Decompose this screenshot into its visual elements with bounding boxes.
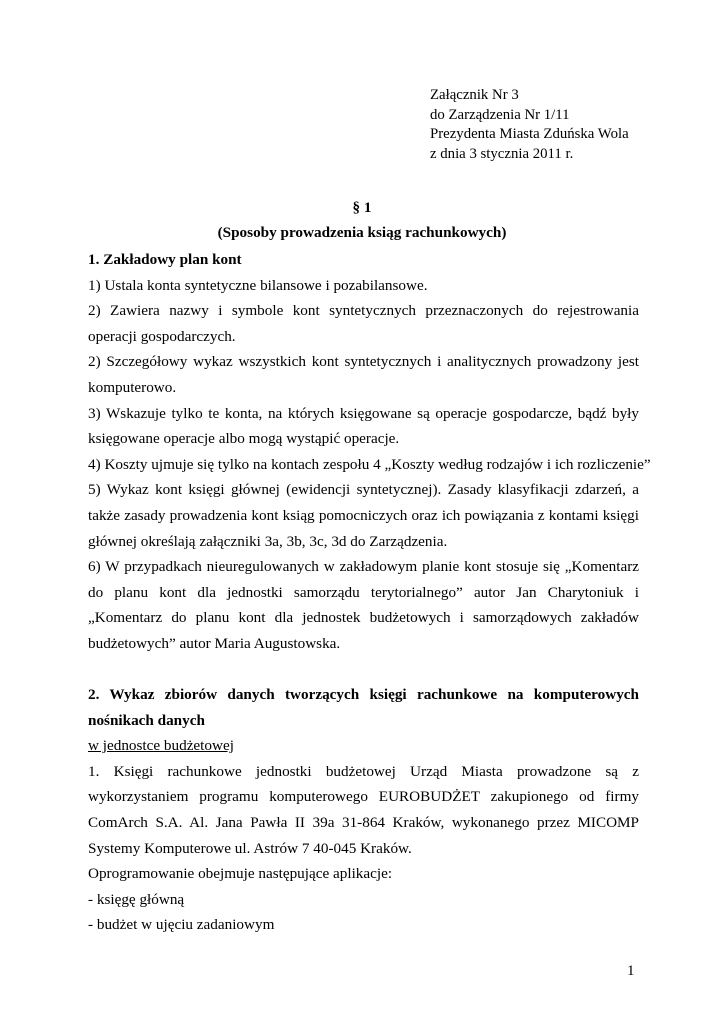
software-intro: Oprogramowanie obejmuje następujące aplikacje: bbox=[88, 865, 393, 883]
section-symbol: § 1 bbox=[352, 199, 372, 216]
part2-paragraph: 1. Księgi rachunkowe jednostki budżetowej Urząd Miasta prowadzone są z wykorzystaniem programu komputerowego EUROBUDŻET zakupionego od firmy ComArch S.A. Al. Jana Pawła II 39a 31-864 Kraków, wykonanego przez MICOMP Systemy Komputerowe ul. Astrów 7 40-045 Kraków. bbox=[88, 762, 639, 857]
part1-item-5: 4) Koszty ujmuje się tylko na kontach zespołu 4 „Koszty według rodzajów i ich rozliczenie” bbox=[88, 455, 651, 473]
part1-item-1: 1) Ustala konta syntetyczne bilansowe i pozabilansowe. bbox=[88, 276, 428, 294]
app-item-2: - budżet w ujęciu zadaniowym bbox=[88, 916, 275, 934]
part1-heading: 1. Zakładowy plan kont bbox=[88, 251, 242, 268]
app-item-1: - księgę główną bbox=[88, 890, 185, 908]
page-number: 1 bbox=[627, 963, 635, 979]
header-line-4: z dnia 3 stycznia 2011 r. bbox=[430, 145, 574, 162]
header-line-2: do Zarządzenia Nr 1/11 bbox=[430, 106, 570, 123]
part1-item-4: 3) Wskazuje tylko te konta, na których księgowane są operacje gospodarcze, bądź były księgowane operacje albo mogą wystąpić operacje. bbox=[88, 404, 639, 448]
paragraph-gap bbox=[88, 657, 639, 683]
part1-item-6: 5) Wykaz kont księgi głównej (ewidencji syntetycznej). Zasady klasyfikacji zdarzeń, a także zasady prowadzenia kont ksiąg pomocniczych oraz ich powiązania z kontami księgi głównej określają załączniki 3a, 3b, 3c, 3d do Zarządzenia. bbox=[88, 481, 639, 550]
header-line-1: Załącznik Nr 3 bbox=[430, 87, 519, 103]
part2-subheading: w jednostce budżetowej bbox=[88, 737, 234, 755]
part1-item-2: 2) Zawiera nazwy i symbole kont syntetycznych przeznaczonych do rejestrowania operacji gospodarczych. bbox=[88, 302, 639, 345]
part1-item-7: 6) W przypadkach nieuregulowanych w zakładowym planie kont stosuje się „Komentarz do planu kont dla jednostki samorządu terytorialnego” autor Jan Charytoniuk i „Komentarz do planu kont dla jednostek budżetowych i samorządowych zakładów budżetowych” autor Maria Augustowska. bbox=[88, 558, 639, 652]
part2-heading: 2. Wykaz zbiorów danych tworzących księgi rachunkowe na komputerowych nośnikach danych bbox=[88, 686, 639, 729]
header-line-3: Prezydenta Miasta Zduńska Wola bbox=[430, 126, 629, 142]
part1-item-3: 2) Szczegółowy wykaz wszystkich kont syntetycznych i analitycznych prowadzony jest komputerowo. bbox=[88, 353, 639, 396]
attachment-header bbox=[430, 86, 629, 164]
section-title: (Sposoby prowadzenia ksiąg rachunkowych) bbox=[217, 224, 507, 241]
document-body bbox=[88, 247, 651, 938]
